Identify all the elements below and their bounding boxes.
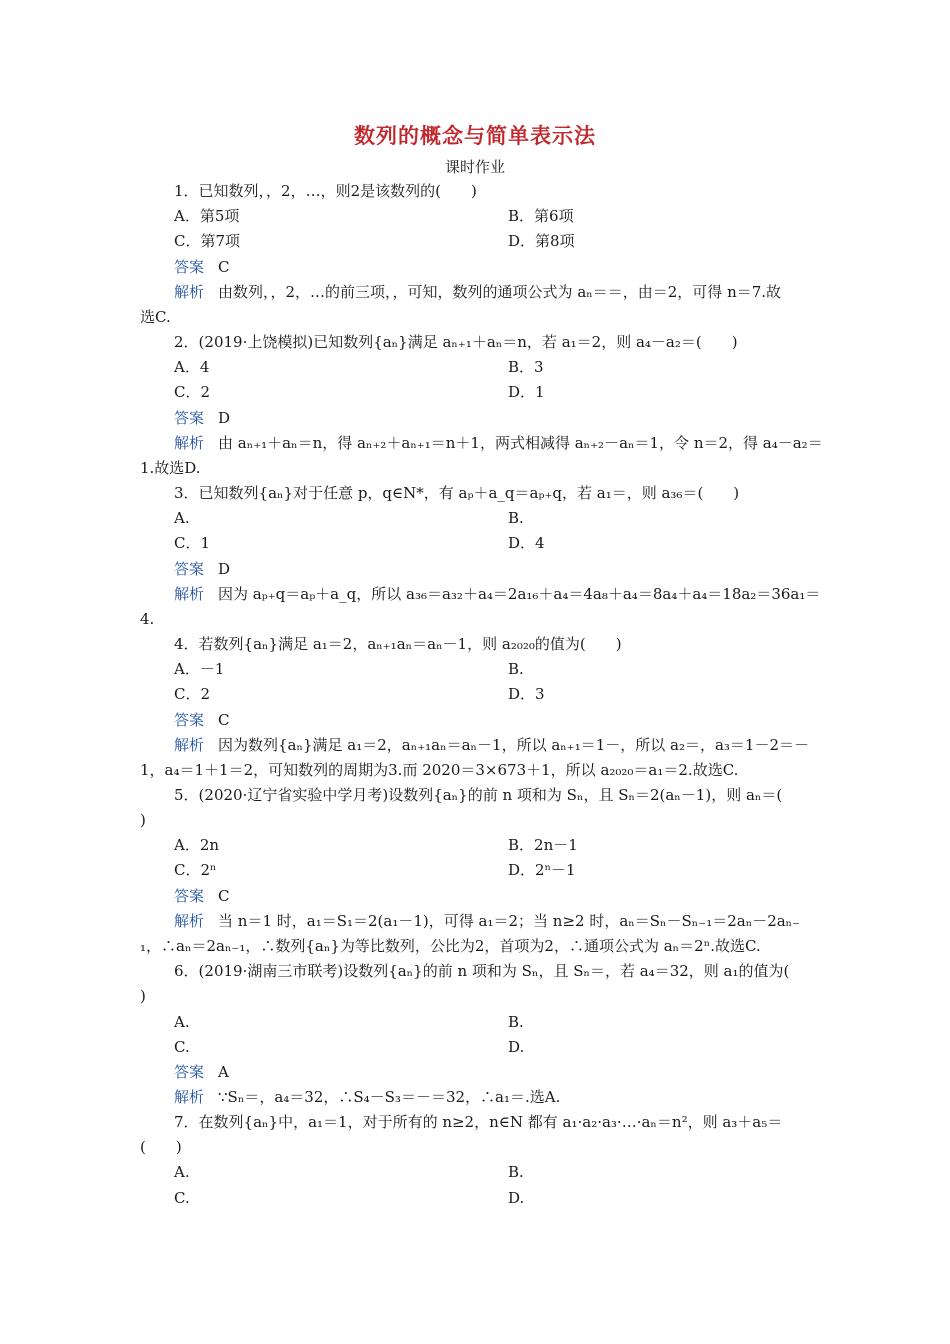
analysis-label: 解析 [174, 434, 205, 452]
question-stem: 4．若数列{aₙ}满足 a₁＝2，aₙ₊₁aₙ＝aₙ－1，则 a₂₀₂₀的值为( ) [174, 635, 622, 653]
answer-value: D [218, 560, 231, 578]
answer-label: 答案 [174, 887, 205, 905]
option-b: B. [508, 1013, 524, 1031]
analysis-continuation: ₁，∴aₙ＝2aₙ₋₁，∴数列{aₙ}为等比数列，公比为2，首项为2，∴通项公式为 aₙ＝2ⁿ.故选C. [140, 937, 761, 955]
answer-value: C [218, 887, 230, 905]
question-stem-continuation: ) [140, 811, 146, 829]
question-stem: 2．(2019·上饶模拟)已知数列{aₙ}满足 aₙ₊₁＋aₙ＝n，若 a₁＝2，则 a₄－a₂＝( ) [174, 333, 738, 351]
option-b: B．第6项 [508, 207, 574, 225]
option-b: B. [508, 1163, 524, 1181]
answer-value: D [218, 409, 231, 427]
question-stem: 5．(2020·辽宁省实验中学月考)设数列{aₙ}的前 n 项和为 Sₙ，且 Sₙ＝2(aₙ－1)，则 aₙ＝( [174, 786, 783, 804]
analysis-line [174, 1087, 560, 1107]
option-d: D．第8项 [508, 232, 575, 250]
option-c: C．1 [174, 534, 211, 552]
option-a: A．－1 [174, 660, 225, 678]
answer-value: C [218, 711, 230, 729]
option-d: D. [508, 1038, 525, 1056]
option-c: C．2 [174, 383, 211, 401]
document-title: 数列的概念与简单表示法 [354, 123, 596, 148]
analysis-text: 由数列，，2，…的前三项，，可知，数列的通项公式为 aₙ＝＝，由＝2，可得 n＝7.故 [218, 283, 782, 301]
option-a: A．第5项 [174, 207, 240, 225]
answer-label: 答案 [174, 711, 205, 729]
document-subtitle: 课时作业 [444, 158, 505, 176]
analysis-text: 当 n＝1 时，a₁＝S₁＝2(a₁－1)，可得 a₁＝2；当 n≥2 时，aₙ＝Sₙ－Sₙ₋₁＝2aₙ－2aₙ₋ [218, 912, 801, 930]
option-b: B. [508, 660, 524, 678]
answer-line [174, 559, 230, 579]
option-a: A. [174, 1163, 190, 1181]
analysis-line [174, 433, 823, 453]
analysis-label: 解析 [174, 1088, 205, 1106]
question-stem: 3．已知数列{aₙ}对于任意 p，q∈N*，有 aₚ＋a_q＝aₚ₊q，若 a₁＝，则 a₃₆＝( ) [174, 484, 740, 502]
option-d: D．2ⁿ－1 [508, 861, 576, 879]
analysis-line [174, 282, 781, 302]
analysis-line [174, 584, 820, 604]
option-b: B．2n－1 [508, 836, 578, 854]
option-d: D．4 [508, 534, 545, 552]
option-c: C．第7项 [174, 232, 241, 250]
analysis-label: 解析 [174, 283, 205, 301]
analysis-continuation: 1.故选D. [140, 459, 201, 477]
answer-label: 答案 [174, 258, 205, 276]
option-b: B．3 [508, 358, 544, 376]
question-stem-continuation: ) [140, 987, 146, 1005]
option-a: A. [174, 509, 190, 527]
analysis-line [174, 911, 800, 931]
question-stem: 1．已知数列，，2，…，则2是该数列的( ) [174, 182, 477, 200]
option-b: B. [508, 509, 524, 527]
option-d: D．3 [508, 685, 545, 703]
answer-line [174, 886, 230, 906]
option-c: C. [174, 1038, 190, 1056]
answer-line [174, 1062, 229, 1082]
analysis-text: ∵Sₙ＝，a₄＝32，∴S₄－S₃＝－＝32，∴a₁＝.选A. [218, 1088, 561, 1106]
analysis-label: 解析 [174, 912, 205, 930]
analysis-label: 解析 [174, 585, 205, 603]
answer-value: A [218, 1063, 229, 1081]
answer-label: 答案 [174, 409, 205, 427]
option-a: A．2n [174, 836, 220, 854]
option-a: A. [174, 1013, 190, 1031]
answer-label: 答案 [174, 1063, 205, 1081]
option-c: C. [174, 1189, 190, 1207]
analysis-text: 由 aₙ₊₁＋aₙ＝n，得 aₙ₊₂＋aₙ₊₁＝n＋1，两式相减得 aₙ₊₂－aₙ＝1，令 n＝2，得 a₄－a₂＝ [218, 434, 823, 452]
answer-value: C [218, 258, 230, 276]
analysis-continuation: 1，a₄＝1＋1＝2，可知数列的周期为3.而 2020＝3×673＋1，所以 a₂₀₂₀＝a₁＝2.故选C. [140, 761, 739, 779]
analysis-continuation: 选C. [140, 308, 171, 326]
analysis-line [174, 735, 809, 755]
option-a: A．4 [174, 358, 210, 376]
answer-line [174, 710, 230, 730]
option-d: D．1 [508, 383, 545, 401]
answer-label: 答案 [174, 560, 205, 578]
answer-line [174, 257, 230, 277]
question-stem: 6．(2019·湖南三市联考)设数列{aₙ}的前 n 项和为 Sₙ，且 Sₙ＝，若 a₄＝32，则 a₁的值为( [174, 962, 790, 980]
option-d: D. [508, 1189, 525, 1207]
question-stem-continuation: ( ) [140, 1138, 182, 1156]
question-stem: 7．在数列{aₙ}中，a₁＝1，对于所有的 n≥2，n∈N 都有 a₁·a₂·a₃·…·aₙ＝n²，则 a₃＋a₅＝ [174, 1113, 783, 1131]
analysis-text: 因为数列{aₙ}满足 a₁＝2，aₙ₊₁aₙ＝aₙ－1，所以 aₙ₊₁＝1－，所以 a₂＝，a₃＝1－2＝－ [218, 736, 810, 754]
option-c: C．2ⁿ [174, 861, 217, 879]
analysis-text: 因为 aₚ₊q＝aₚ＋a_q，所以 a₃₆＝a₃₂＋a₄＝2a₁₆＋a₄＝4a₈＋a₄＝8a₄＋a₄＝18a₂＝36a₁＝ [218, 585, 821, 603]
analysis-label: 解析 [174, 736, 205, 754]
answer-line [174, 408, 230, 428]
option-c: C．2 [174, 685, 211, 703]
analysis-continuation: 4. [140, 610, 155, 628]
